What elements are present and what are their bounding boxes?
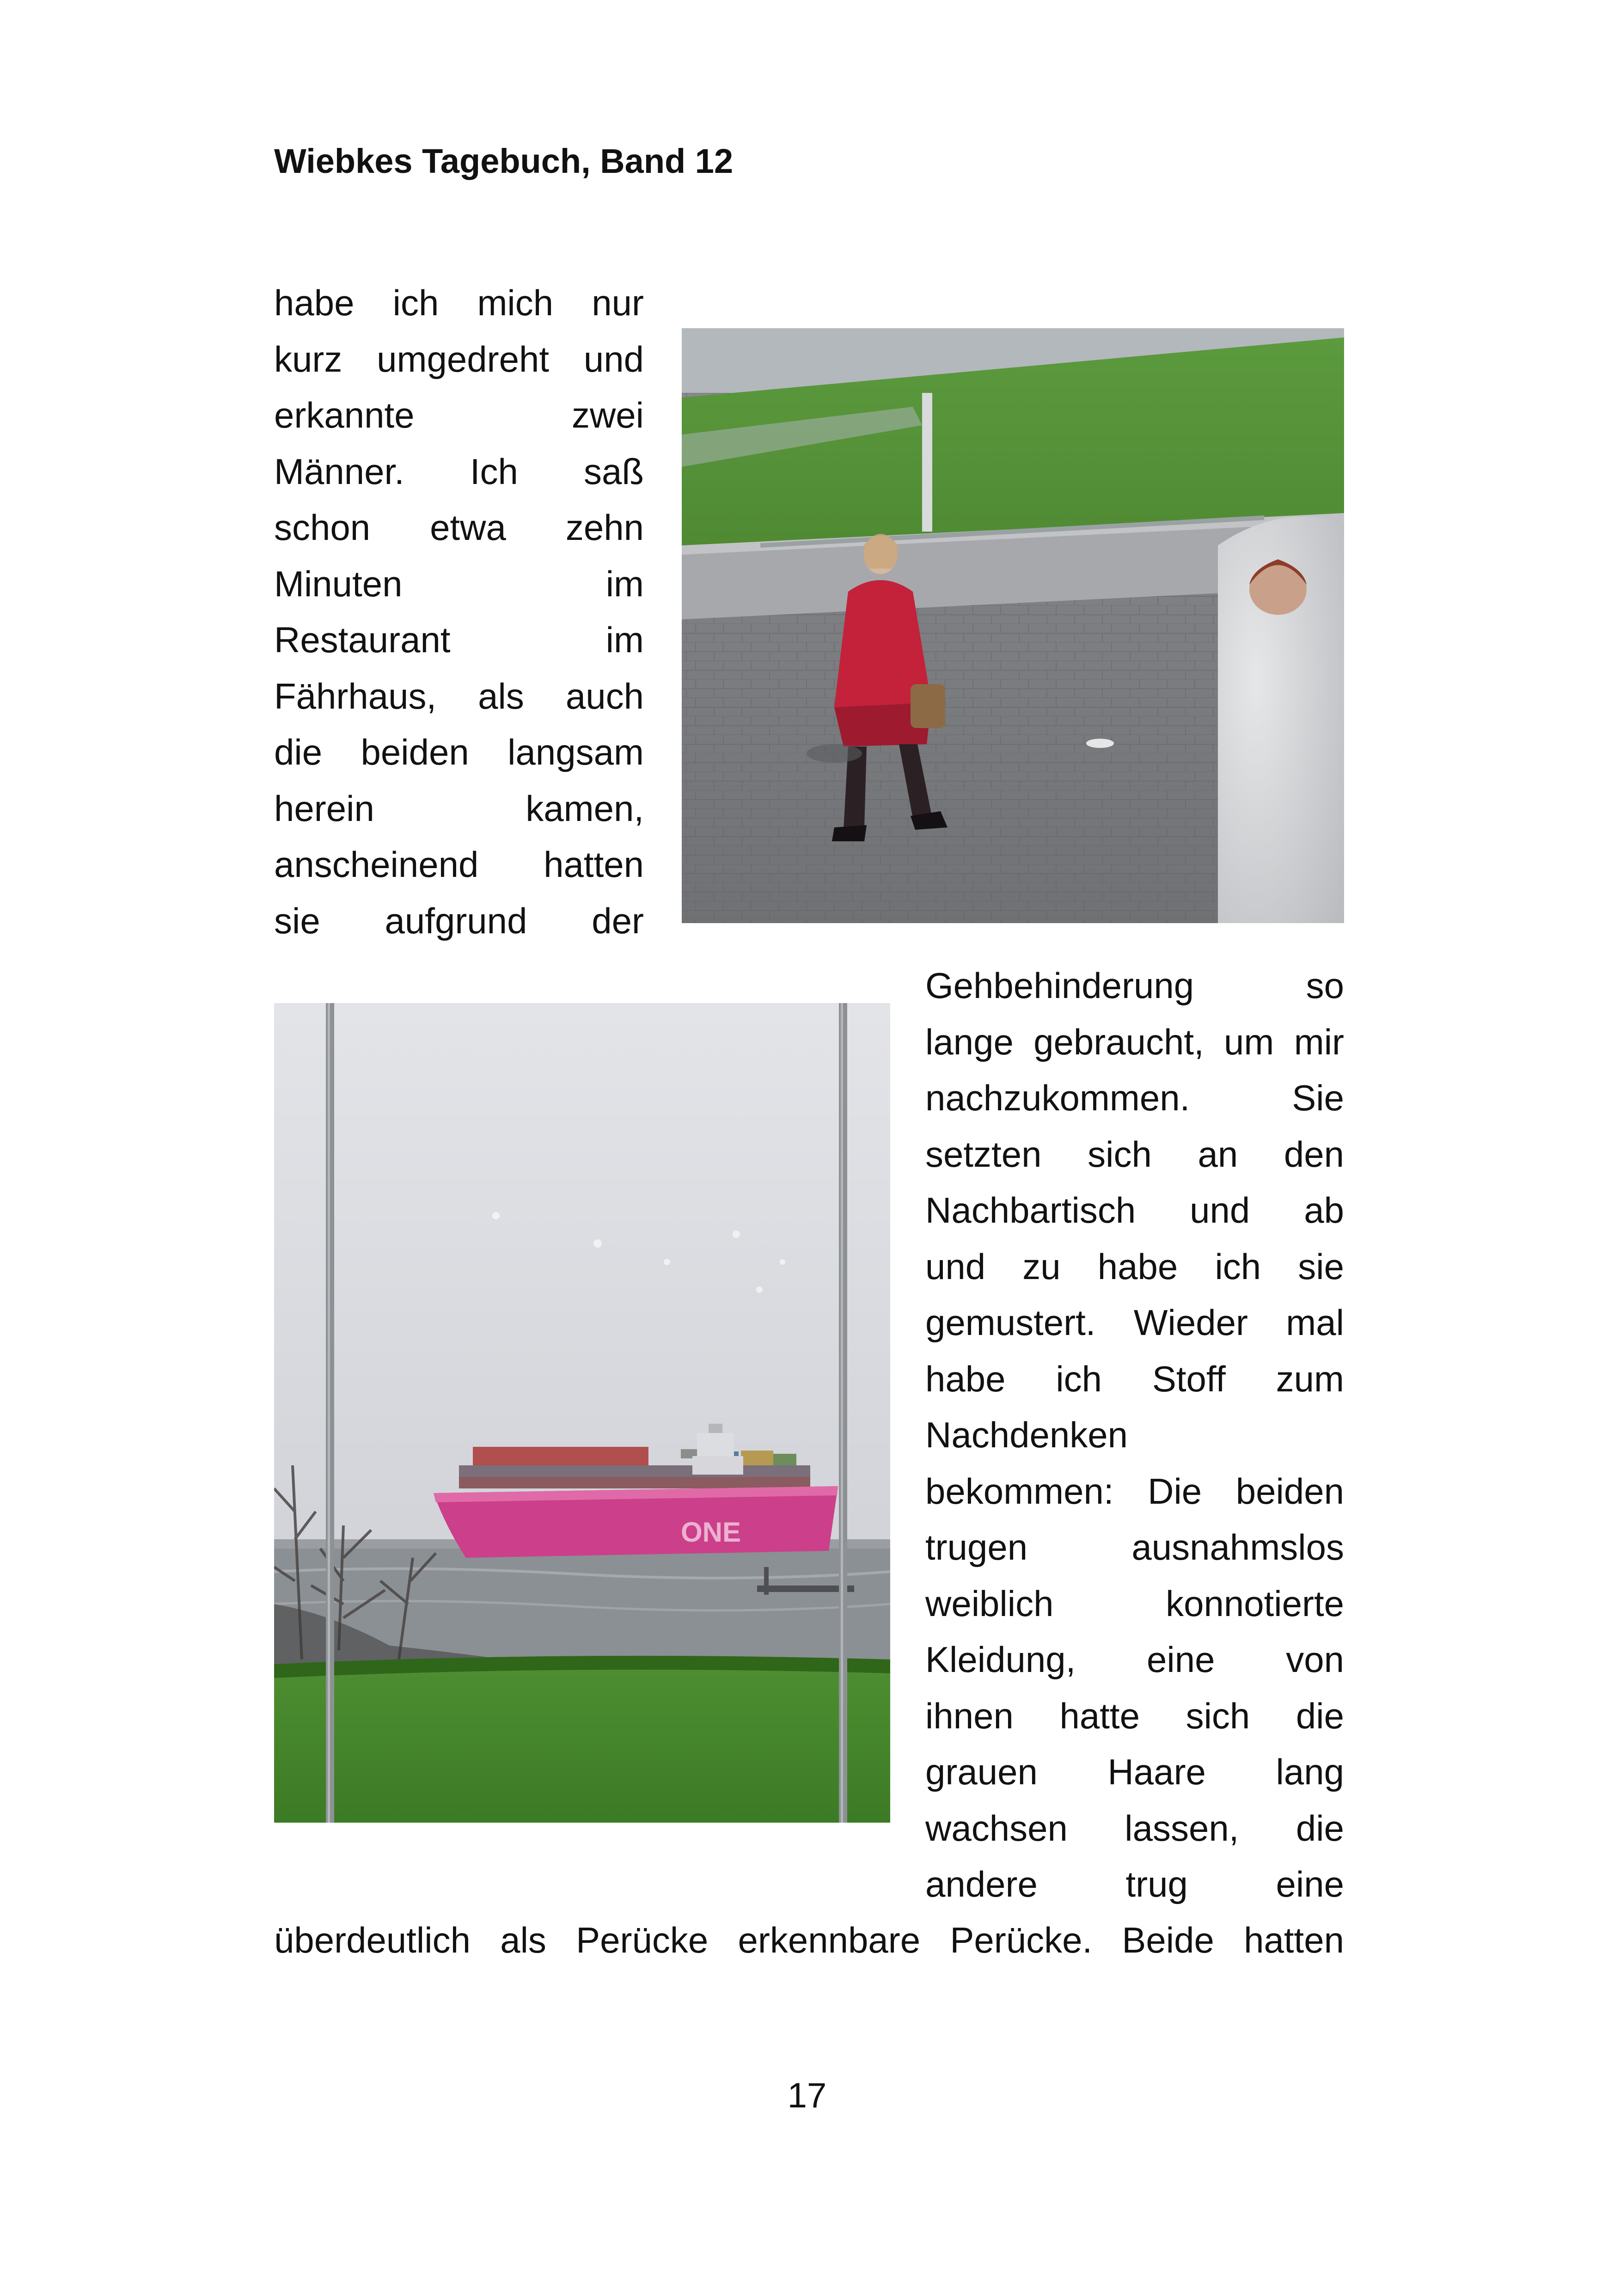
- text-line: Männer. Ich saß: [274, 451, 644, 492]
- text-line: ihnen hatte sich die: [925, 1695, 1344, 1736]
- text-column-right: [925, 958, 1344, 1913]
- text-line: und zu habe ich sie: [925, 1246, 1344, 1287]
- text-line: setzten sich an den: [925, 1133, 1344, 1175]
- page-header: Wiebkes Tagebuch, Band 12: [274, 142, 734, 180]
- text-line: weiblich konnotierte: [925, 1583, 1344, 1624]
- text-line: trugen ausnahmslos: [925, 1527, 1344, 1567]
- text-line: anscheinend hatten: [274, 844, 644, 885]
- text-line: kurz umgedreht und: [274, 338, 644, 380]
- text-line: habe ich Stoff zum: [925, 1358, 1344, 1399]
- text-line: bekommen: Die beiden: [925, 1470, 1344, 1512]
- text-line: die beiden langsam: [274, 732, 644, 772]
- page-number: 17: [787, 2076, 827, 2115]
- text-line: grauen Haare lang: [925, 1751, 1344, 1792]
- text-line: lange gebraucht, um mir: [925, 1021, 1344, 1062]
- text-line: Restaurant im: [274, 619, 644, 660]
- text-line: Nachbartisch und ab: [925, 1190, 1344, 1231]
- text-line-full: [274, 1912, 1344, 1969]
- text-line: gemustert. Wieder mal: [925, 1302, 1344, 1343]
- text-line: herein kamen,: [274, 788, 644, 829]
- text-line: nachzukommen. Sie: [925, 1078, 1344, 1118]
- photo-woman-promenade: [682, 328, 1344, 923]
- ship-lettering: ONE: [681, 1517, 741, 1548]
- text-column-left: [274, 275, 644, 949]
- text-line: sie aufgrund der: [274, 900, 644, 941]
- text-line: andere trug eine: [925, 1864, 1344, 1904]
- text-line: wachsen lassen, die: [925, 1807, 1344, 1849]
- text-line: erkannte zwei: [274, 395, 644, 435]
- text-line: Nachdenken: [925, 1414, 1128, 1455]
- text-line: überdeutlich als Perücke erkennbare Perücke. Beide hatten: [274, 1920, 1344, 1960]
- text-line: Gehbehinderung so: [925, 965, 1344, 1006]
- text-line: habe ich mich nur: [274, 282, 644, 323]
- text-line: schon etwa zehn: [274, 507, 644, 548]
- photo-container-ship: [274, 1003, 890, 1823]
- text-line: Minuten im: [274, 563, 644, 604]
- text-line: Fährhaus, als auch: [274, 675, 644, 716]
- text-line: Kleidung, eine von: [925, 1639, 1344, 1680]
